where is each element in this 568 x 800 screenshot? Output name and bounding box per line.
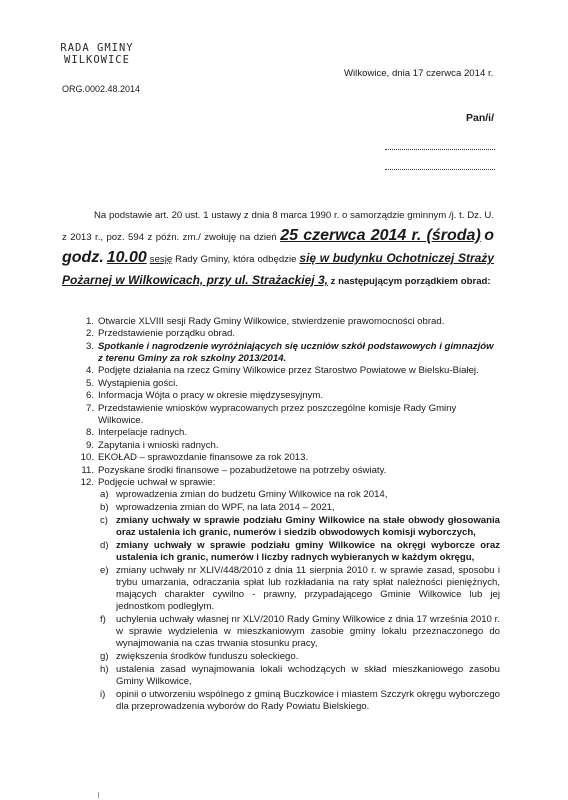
resolution-item-text: zwiększenia środków funduszu sołeckiego. bbox=[116, 651, 299, 663]
agenda-item bbox=[80, 452, 500, 464]
session-hour: 10.00 bbox=[106, 249, 147, 266]
resolution-item bbox=[98, 565, 500, 613]
agenda-item-text: EKOŁAD – sprawozdanie finansowe za rok 2013. bbox=[98, 452, 309, 464]
agenda-item-number: 7. bbox=[85, 402, 94, 414]
council-stamp bbox=[42, 42, 152, 66]
agenda-item-text: Interpelacje radnych. bbox=[98, 427, 188, 439]
agenda-item bbox=[80, 427, 500, 439]
agenda-item-number: 1. bbox=[85, 316, 94, 327]
agenda-item bbox=[80, 465, 500, 477]
agenda-item bbox=[80, 378, 500, 390]
agenda-item-text: Podjęcie uchwał w sprawie: bbox=[98, 477, 216, 489]
resolution-item bbox=[98, 502, 500, 514]
agenda-item bbox=[80, 440, 500, 452]
resolution-item bbox=[98, 489, 500, 501]
resolution-sublist bbox=[98, 489, 500, 713]
agenda-item-text: Podjęte działania na rzecz Gminy Wilkowice przez Starostwo Powiatowe w Bielsku-Białej. bbox=[98, 365, 479, 377]
agenda-item-number: 11. bbox=[81, 464, 94, 476]
resolution-item-letter: d) bbox=[100, 540, 109, 552]
resolution-item-letter: b) bbox=[100, 502, 109, 514]
session-date: 25 czerwca 2014 r. (środa) bbox=[280, 227, 481, 244]
resolution-item-letter: a) bbox=[100, 489, 109, 501]
resolution-item-text: ustalenia zasad wynajmowania lokali wchodzących w skład mieszkaniowego zasobu Gminy Wilkowice, bbox=[116, 664, 500, 688]
resolution-item bbox=[98, 664, 500, 688]
agenda-item-number: 10. bbox=[80, 452, 94, 464]
agenda-item bbox=[80, 341, 500, 365]
resolution-item-text: uchylenia uchwały własnej nr XLV/2010 Rady Gminy Wilkowice z dnia 17 września 2010 r. w sprawie wydzielenia w mieszkaniowym zasobie gminy lokalu przeznaczonego do wynajmowania na czas trwania stosunku pracy, bbox=[116, 614, 500, 650]
letter-date: Wilkowice, dnia 17 czerwca 2014 r. bbox=[344, 68, 494, 79]
agenda-item-number: 6. bbox=[85, 390, 94, 402]
resolution-item-letter: i) bbox=[100, 689, 106, 701]
resolution-item-text: zmiany uchwały w sprawie podziału gminy Wilkowice na okręgi wyborcze oraz ustalenia ich granic, numerów i liczby radnych wybieranych w każdym okręgu, bbox=[116, 540, 500, 564]
agenda-item bbox=[80, 403, 500, 427]
resolution-item-text: wprowadzenia zmian do budżetu Gminy Wilkowice na rok 2014, bbox=[116, 489, 388, 501]
agenda-item-number: 12. bbox=[80, 477, 94, 489]
agenda-list bbox=[80, 316, 500, 714]
resolution-item-text: wprowadzenia zmian do WPF, na lata 2014 – 2021, bbox=[116, 502, 335, 514]
recipient-line-1 bbox=[385, 141, 495, 150]
resolution-item bbox=[98, 651, 500, 663]
resolution-item-text: zmiany uchwały w sprawie podziału Gminy Wilkowice na stałe obwody głosowania oraz ustalenia ich granic, numerów i siedzib obwodowych komisji wyborczych, bbox=[116, 515, 500, 539]
resolution-item-text: zmiany uchwały nr XLIV/448/2010 z dnia 11 sierpnia 2010 r. w sprawie zasad, sposobu i trybu umarzania, odraczania spłat lub rozkładania na raty spłat należności pieniężnych, mających charakter cywilno - prawny, przypadającego Gminie Wilkowice lub jej jednostkom podległym. bbox=[116, 565, 500, 613]
agenda-item-number: 8. bbox=[85, 427, 94, 439]
agenda-item-number: 4. bbox=[85, 365, 94, 377]
intro-text-1: Na podstawie art. 20 ust. 1 ustawy z dnia 8 marca 1990 r. o samorządzie gminnym /j. t. Dz. U. z 2013 r., poz. 594 z późn. zm./ zwołuję na dzień bbox=[62, 210, 494, 243]
resolution-item-letter: c) bbox=[100, 515, 108, 527]
session-word: sesję bbox=[149, 254, 173, 265]
agenda-item-text: Przedstawienie wniosków wypracowanych przez poszczególne komisje Rady Gminy Wilkowice. bbox=[98, 402, 457, 426]
agenda-item-text: Informacja Wójta o pracy w okresie międzysesyjnym. bbox=[98, 390, 323, 402]
agenda-item bbox=[80, 390, 500, 402]
agenda-item-number: 5. bbox=[85, 377, 94, 389]
agenda-item-text: Spotkanie i nagrodzenie wyróżniających się uczniów szkół podstawowych i gimnazjów z terenu Gminy za rok szkolny 2013/2014. bbox=[98, 340, 494, 364]
agenda-item-text: Wystąpienia gości. bbox=[98, 377, 178, 389]
stamp-line-2: WILKOWICE bbox=[64, 54, 130, 67]
agenda-item-number: 3. bbox=[85, 340, 94, 352]
intro-text-4: z następującym porządkiem obrad: bbox=[328, 276, 491, 287]
agenda-item-text: Otwarcie XLVIII sesji Rady Gminy Wilkowice, stwierdzenie prawomocności obrad. bbox=[98, 316, 445, 327]
resolution-item bbox=[98, 689, 500, 713]
agenda-item-text: Zapytania i wnioski radnych. bbox=[98, 439, 219, 451]
resolution-item bbox=[98, 540, 500, 564]
agenda-item bbox=[80, 328, 500, 340]
stamp-line-1: RADA GMINY bbox=[60, 42, 134, 54]
resolution-item bbox=[98, 515, 500, 539]
resolution-item-letter: e) bbox=[100, 565, 109, 577]
recipient-label: Pan/i/ bbox=[466, 112, 495, 124]
agenda-item bbox=[80, 316, 500, 328]
agenda-item-text: Przedstawienie porządku obrad. bbox=[98, 328, 236, 340]
resolution-item-letter: f) bbox=[100, 614, 106, 626]
reference-number: ORG.0002.48.2014 bbox=[62, 84, 141, 94]
resolution-item-letter: g) bbox=[100, 651, 109, 663]
agenda-item-number: 2. bbox=[85, 328, 94, 340]
agenda-item-text: Pozyskane środki finansowe – pozabudżetowe na potrzeby oświaty. bbox=[98, 464, 387, 476]
session-time-label: o godz. bbox=[62, 227, 494, 266]
resolution-item bbox=[98, 614, 500, 650]
agenda-item bbox=[80, 477, 500, 713]
session-place: się w budynku Ochotniczej Straży Pożarnej w Wilkowicach, przy ul. Strażackiej 3, bbox=[62, 251, 494, 287]
recipient-line-2 bbox=[385, 161, 495, 170]
scan-mark bbox=[98, 792, 99, 798]
intro-text-3: Rady Gminy, która odbędzie bbox=[172, 254, 300, 265]
intro-paragraph bbox=[62, 206, 494, 292]
resolution-item-letter: h) bbox=[100, 664, 109, 676]
agenda-item-number: 9. bbox=[85, 439, 94, 451]
agenda-item bbox=[80, 365, 500, 377]
resolution-item-text: opinii o utworzeniu wspólnego z gminą Buczkowice i miastem Szczyrk okręgu wyborczego dla przeprowadzenia wyborów do Rady Powiatu Bielskiego. bbox=[116, 689, 500, 713]
